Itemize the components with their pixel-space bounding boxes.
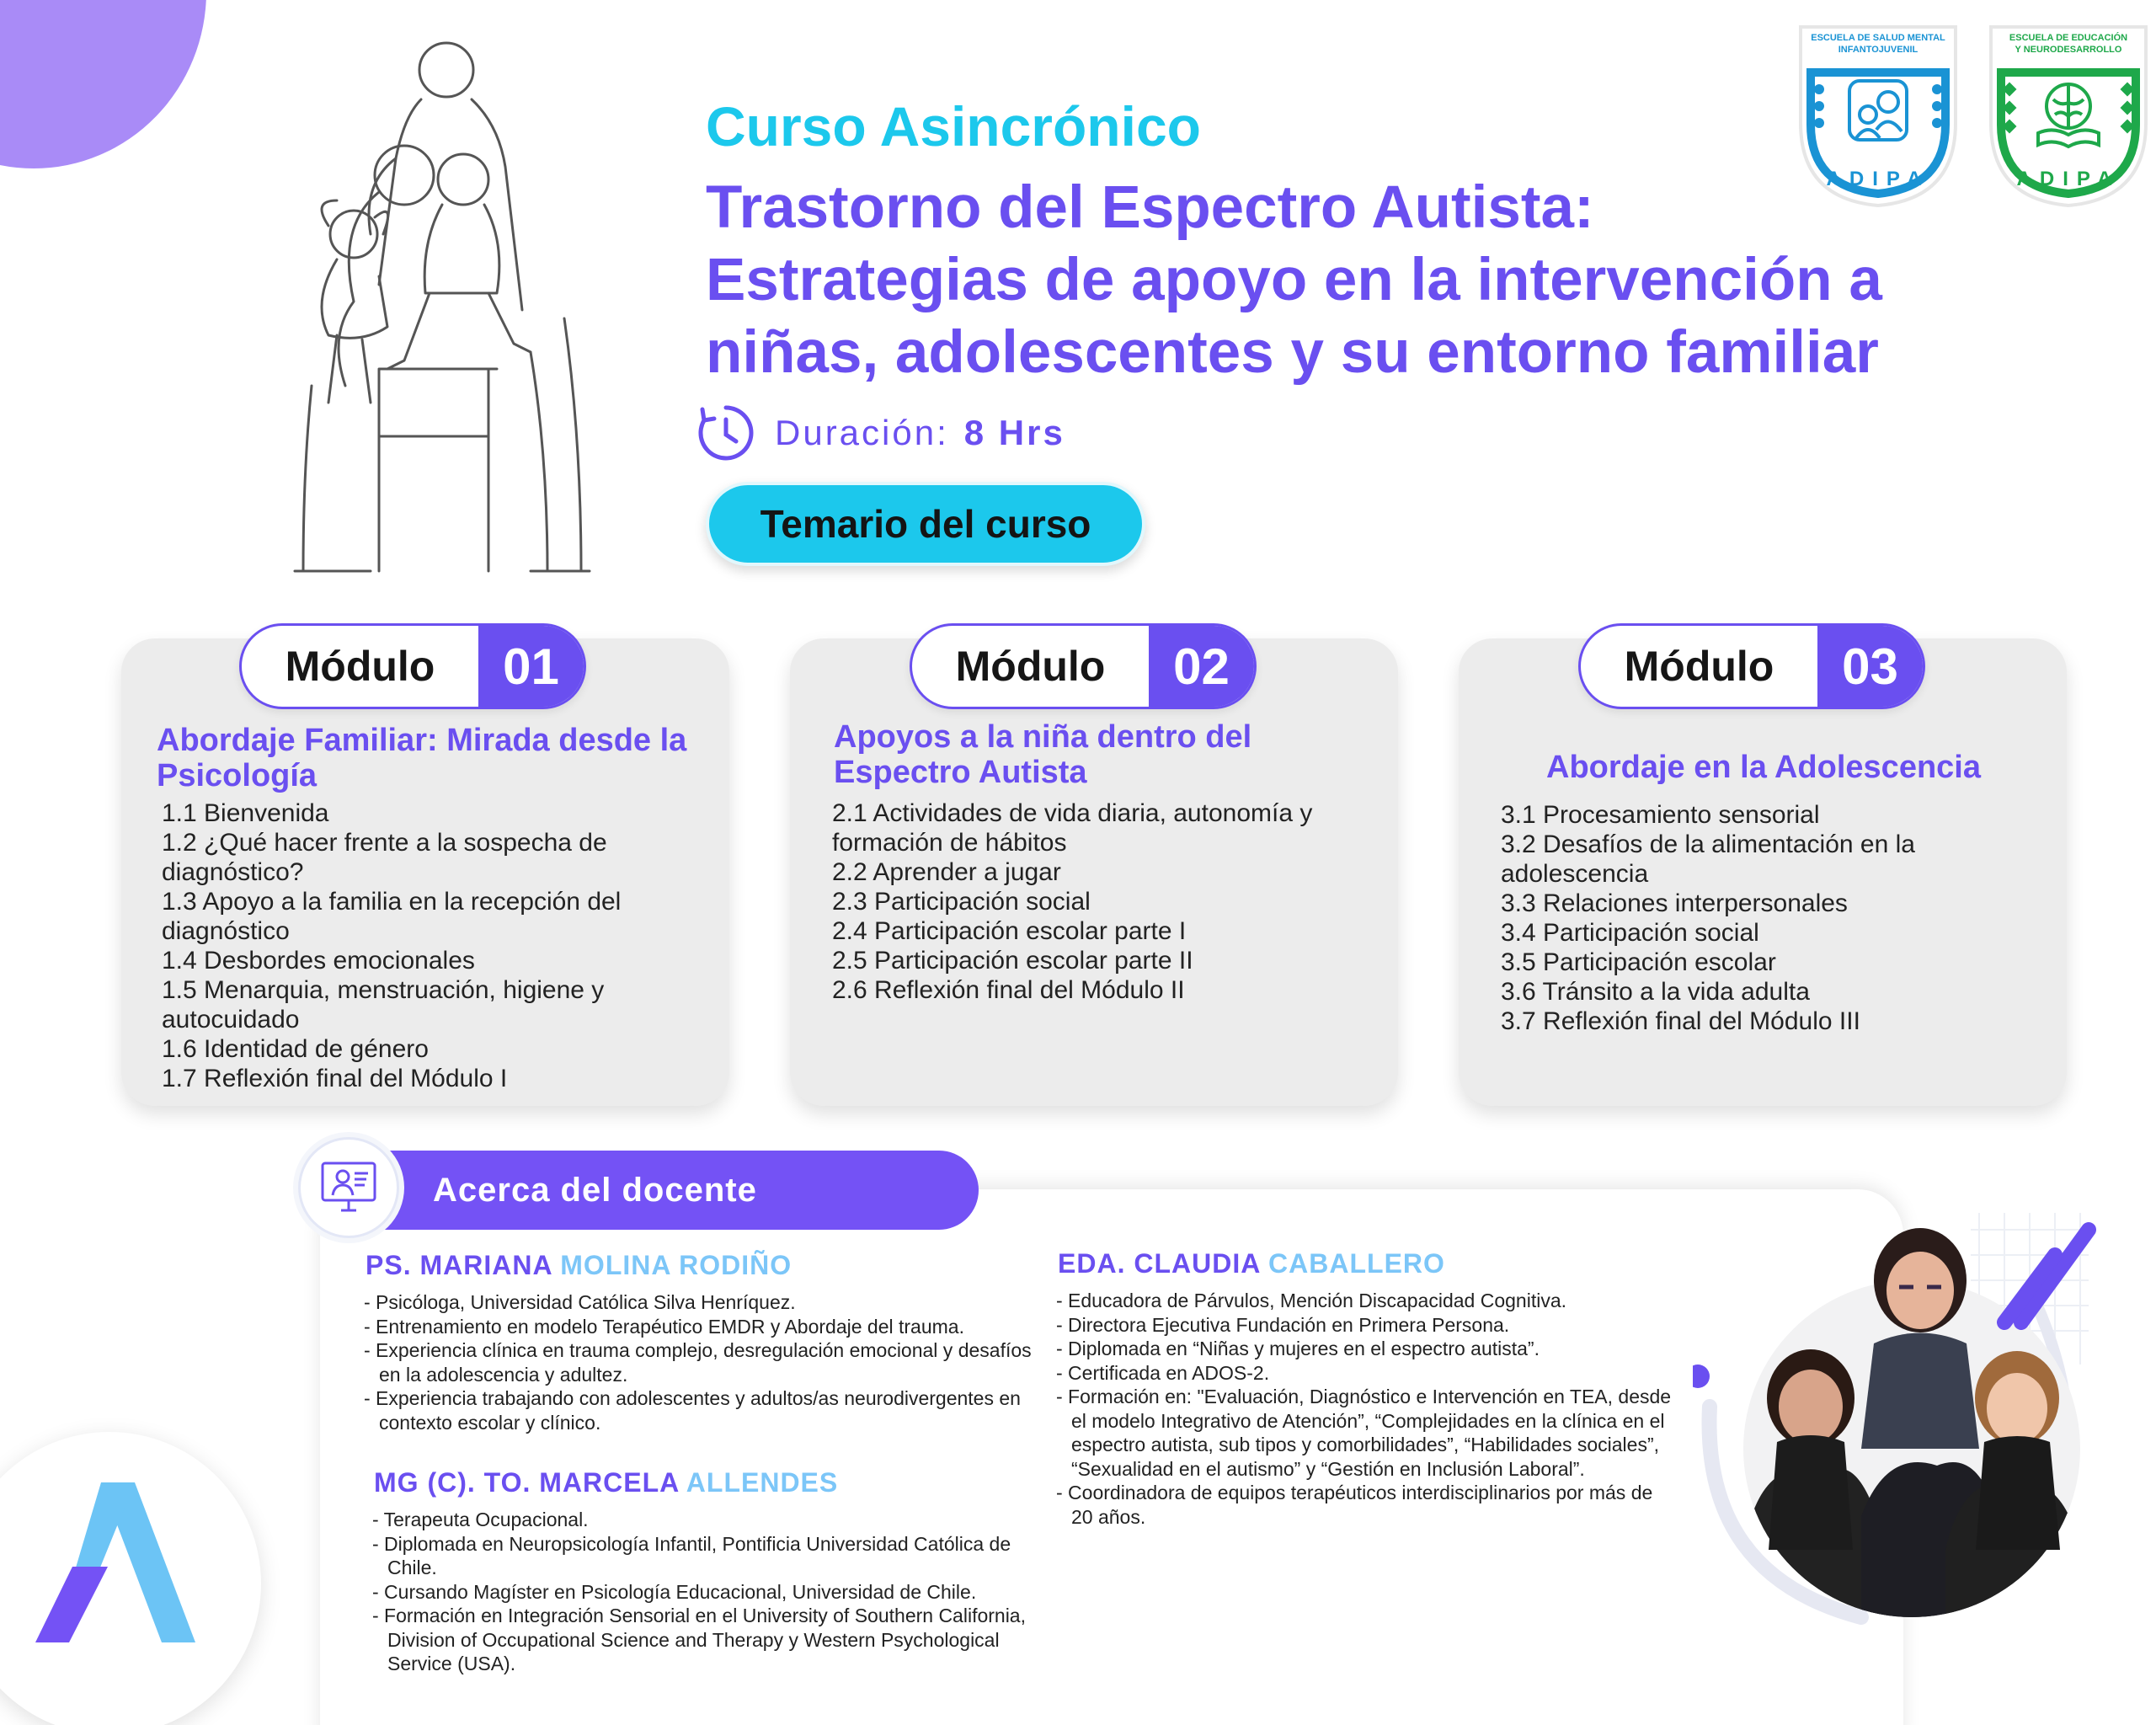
module-number: 01 [478, 626, 584, 707]
course-syllabus-button[interactable]: Temario del curso [706, 482, 1145, 566]
teacher-name-last: MOLINA RODIÑO [560, 1250, 792, 1280]
module-title: Abordaje en la Adolescencia [1546, 750, 1981, 785]
teacher-bio-item: - Formación en Integración Sensorial en el University of Southern California, Division of Occupational Science and Therapy y Western Psychological Service (USA). [372, 1605, 1026, 1674]
teacher-name-last: CABALLERO [1268, 1248, 1445, 1279]
module-number: 02 [1149, 626, 1254, 707]
teacher-name [374, 1467, 838, 1498]
adipa-logo-badge [0, 1432, 261, 1725]
seal-brand: ADIPA [2016, 168, 2121, 190]
school-mental-health-seal [1789, 22, 1967, 209]
module-word: Módulo [955, 643, 1106, 690]
module-topic: 3.5 Participación escolar [1501, 948, 1776, 976]
module-topic: 2.4 Participación escolar parte I [832, 917, 1187, 945]
module-topic: 2.2 Aprender a jugar [832, 858, 1061, 886]
module-title: Apoyos a la niña dentro del Espectro Autista [834, 719, 1252, 790]
teacher-bio-item: - Entrenamiento en modelo Terapéutico EMDR y Abordaje del trauma. [364, 1315, 964, 1338]
module-topic: 3.6 Tránsito a la vida adulta [1501, 978, 1810, 1006]
decorative-blob [0, 0, 206, 168]
teacher-bio-item: - Diplomada en “Niñas y mujeres en el espectro autista”. [1056, 1338, 1540, 1359]
teacher-bio-item: - Formación en: "Evaluación, Diagnóstico e Intervención en TEA, desde el modelo Integrativo de Atención”, “Complejidades en la clínica en el espectro autista, sub tipos y comorbilidades”, “Habilidades sociales”, “Sexualidad en el autismo” y “Gestión en Inclusión Laboral”. [1056, 1386, 1672, 1480]
teacher-bio-item: - Cursando Magíster en Psicología Educacional, Universidad de Chile. [372, 1580, 977, 1603]
module-word: Módulo [1624, 643, 1774, 690]
teacher-bio-item: - Educadora de Párvulos, Mención Discapacidad Cognitiva. [1056, 1290, 1566, 1311]
module-topic: 1.1 Bienvenida [162, 799, 329, 827]
teacher-bio [364, 1290, 1038, 1434]
module-topic: 3.3 Relaciones interpersonales [1501, 889, 1848, 917]
module-topic: 3.7 Reflexión final del Módulo III [1501, 1007, 1860, 1035]
teacher-bio-item: - Coordinadora de equipos terapéuticos interdisciplinarios por más de 20 años. [1056, 1482, 1653, 1528]
duration-label: Duración: [775, 413, 949, 452]
module-topic: 2.1 Actividades de vida diaria, autonomía y formación de hábitos [832, 799, 1313, 857]
module-topic: 1.5 Menarquia, menstruación, higiene y autocuidado [162, 976, 605, 1033]
module-topic-list [1501, 800, 2006, 1036]
module-topic: 2.5 Participación escolar parte II [832, 947, 1193, 975]
teacher-bio-item: - Experiencia trabajando con adolescentes y adultos/as neurodivergentes en contexto escolar y clínico. [364, 1387, 1021, 1434]
seal-line2: Y NEURODESARROLLO [2015, 45, 2122, 55]
module-badge [910, 623, 1257, 709]
module-number: 03 [1817, 626, 1923, 707]
seal-line2: INFANTOJUVENIL [1838, 45, 1919, 55]
teacher-bio-item: - Directora Ejecutiva Fundación en Primera Persona. [1056, 1313, 1510, 1336]
clock-icon [696, 403, 756, 463]
module-topic: 3.2 Desafíos de la alimentación en la adolescencia [1501, 830, 1915, 888]
module-topic: 3.4 Participación social [1501, 919, 1759, 947]
teacher-name-first: EDA. CLAUDIA [1058, 1248, 1269, 1279]
teacher-bio-item: - Psicóloga, Universidad Católica Silva Henríquez. [364, 1291, 796, 1313]
teacher-name-last: ALLENDES [686, 1467, 839, 1498]
module-topic: 2.3 Participación social [832, 888, 1091, 916]
adipa-logo-icon [35, 1482, 195, 1659]
seal-brand: ADIPA [1826, 168, 1930, 190]
module-topic: 1.6 Identidad de género [162, 1035, 429, 1063]
teacher-name-first: PS. MARIANA [366, 1250, 561, 1280]
module-topic-list [832, 798, 1388, 1005]
about-teacher-banner: Acerca del docente [323, 1151, 979, 1230]
course-title-line: Trastorno del Espectro Autista: [706, 174, 1594, 241]
teacher-bio-item: - Experiencia clínica en trauma complejo, desregulación emocional y desafíos en la adolescencia y adultez. [364, 1339, 1032, 1386]
module-topic: 1.3 Apoyo a la familia en la recepción del diagnóstico [162, 888, 622, 945]
module-badge [239, 623, 586, 709]
teacher-name [1058, 1248, 1445, 1279]
module-topic-list [162, 798, 701, 1093]
module-topic: 1.4 Desbordes emocionales [162, 947, 475, 975]
module-topic: 2.6 Reflexión final del Módulo II [832, 976, 1185, 1004]
module-topic: 1.7 Reflexión final del Módulo I [162, 1065, 508, 1092]
teacher-monitor-icon [318, 1156, 380, 1219]
teacher-name [366, 1250, 792, 1281]
teacher-bio-item: - Terapeuta Ocupacional. [372, 1509, 589, 1530]
course-title-line: niñas, adolescentes y su entorno familiar [706, 319, 1879, 386]
seal-line1: ESCUELA DE EDUCACIÓN [2009, 33, 2128, 43]
module-badge [1578, 623, 1925, 709]
module-title: Abordaje Familiar: Mirada desde la Psicología [157, 723, 687, 793]
course-type-label: Curso Asincrónico [706, 95, 1201, 158]
about-teacher-icon-badge [298, 1137, 399, 1238]
teacher-name-first: MG (C). TO. MARCELA [374, 1467, 686, 1498]
seal-line1: ESCUELA DE SALUD MENTAL [1811, 33, 1945, 43]
duration-row [696, 399, 1065, 467]
module-word: Módulo [285, 643, 435, 690]
teacher-bio-item: - Diplomada en Neuropsicología Infantil, Pontificia Universidad Católica de Chile. [372, 1532, 1011, 1578]
teachers-photo [1693, 1196, 2131, 1634]
course-title-line: Estrategias de apoyo en la intervención a [706, 247, 1882, 313]
school-education-seal [1979, 22, 2156, 209]
family-illustration [278, 32, 598, 579]
module-topic: 3.1 Procesamiento sensorial [1501, 801, 1820, 829]
module-topic: 1.2 ¿Qué hacer frente a la sospecha de diagnóstico? [162, 829, 607, 886]
teacher-bio [372, 1508, 1054, 1676]
duration-value: 8 Hrs [963, 413, 1065, 452]
teacher-bio [1056, 1289, 1679, 1529]
teacher-bio-item: - Certificada en ADOS-2. [1056, 1361, 1270, 1384]
